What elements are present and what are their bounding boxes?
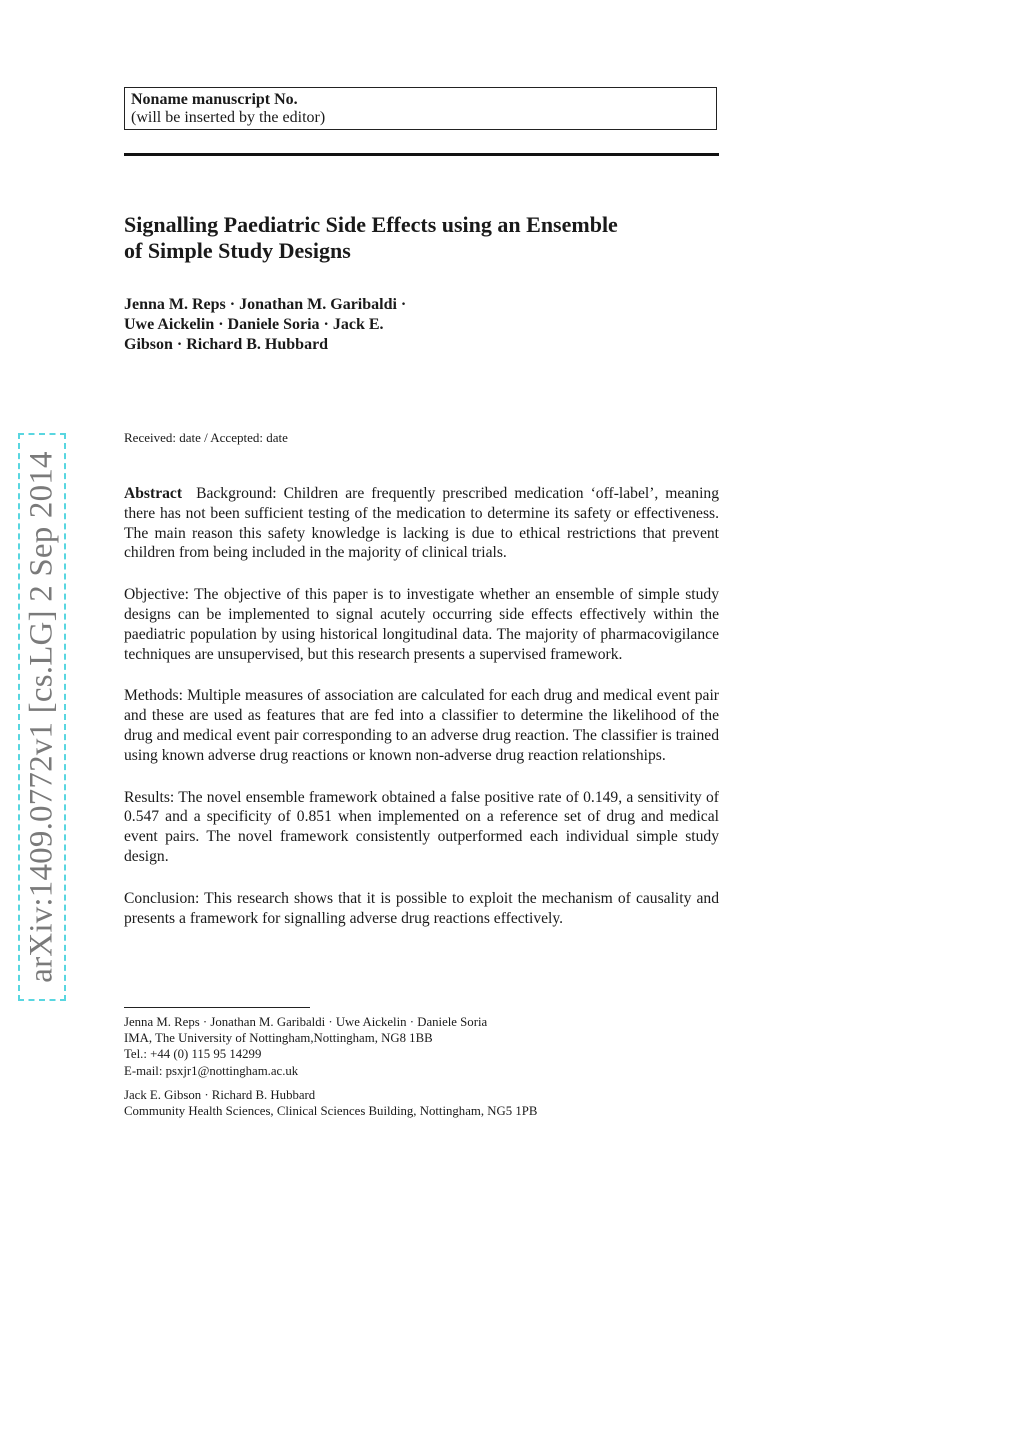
abstract [124, 484, 719, 950]
footnote-affiliation-1: IMA, The University of Nottingham,Nottingham, NG8 1BB [124, 1031, 433, 1046]
abstract-conclusion: Conclusion: This research shows that it is possible to exploit the mechanism of causality and presents a framework for signalling adverse drug reactions effectively. [124, 889, 719, 927]
paper-title [124, 212, 724, 264]
author-line1: Jenna M. Reps · Jonathan M. Garibaldi · [124, 296, 407, 313]
paper-title-line2: of Simple Study Designs [124, 238, 351, 263]
abstract-results: Results: The novel ensemble framework obtained a false positive rate of 0.149, a sensitivity of 0.547 and a specificity of 0.851 when implemented on a reference set of drug and medical event pairs. The novel framework consistently outperformed each individual simple study design. [124, 788, 719, 865]
arxiv-stamp [18, 433, 66, 1001]
author-line2: Uwe Aickelin · Daniele Soria · Jack E. [124, 316, 384, 333]
abstract-objective: Objective: The objective of this paper is to investigate whether an ensemble of simple study designs can be implemented to signal acutely occurring side effects effectively within the paediatric population by using historical longitudinal data. The majority of pharmacovigilance techniques are unsupervised, but this research presents a supervised framework. [124, 586, 719, 663]
manuscript-number-box [124, 87, 717, 130]
abstract-label: Abstract [124, 485, 183, 502]
header-rule [124, 153, 719, 156]
footnote-names-1: Jenna M. Reps · Jonathan M. Garibaldi · Uwe Aickelin · Daniele Soria [124, 1015, 488, 1029]
footnote-tel: Tel.: +44 (0) 115 95 14299 [124, 1047, 262, 1062]
footnote-rule [124, 1007, 310, 1008]
abstract-background-text: Background: Children are frequently prescribed medication ‘off-label’, meaning there has not been sufficient testing of the medication to determine its safety or effectiveness. The main reason this safety knowledge is lacking is due to ethical restrictions that prevent children from being included in the majority of clinical trials. [124, 485, 720, 562]
footnote-group-2 [124, 1087, 724, 1119]
author-line3: Gibson · Richard B. Hubbard [124, 336, 329, 353]
manuscript-editor-note: (will be inserted by the editor) [131, 109, 326, 126]
author-list [124, 295, 724, 355]
abstract-background [124, 484, 719, 563]
footnote-email: E-mail: psxjr1@nottingham.ac.uk [124, 1063, 299, 1078]
author-footnote [124, 1014, 724, 1127]
manuscript-label: Noname manuscript No. [131, 91, 298, 108]
received-date: Received: date / Accepted: date [124, 430, 288, 445]
footnote-affiliation-2: Community Health Sciences, Clinical Sciences Building, Nottingham, NG5 1PB [124, 1104, 538, 1119]
abstract-methods: Methods: Multiple measures of association are calculated for each drug and medical event pair and these are used as features that are fed into a classifier to determine the likelihood of the drug and medical event pair corresponding to an adverse drug reaction. The classifier is trained using known adverse drug reactions or known non-adverse drug reaction relationships. [124, 687, 719, 764]
arxiv-stamp-text: arXiv:1409.0772v1 [cs.LG] 2 Sep 2014 [23, 451, 60, 983]
footnote-group-1 [124, 1014, 724, 1079]
paper-title-line1: Signalling Paediatric Side Effects using an Ensemble [124, 212, 618, 237]
footnote-names-2: Jack E. Gibson · Richard B. Hubbard [124, 1087, 316, 1102]
